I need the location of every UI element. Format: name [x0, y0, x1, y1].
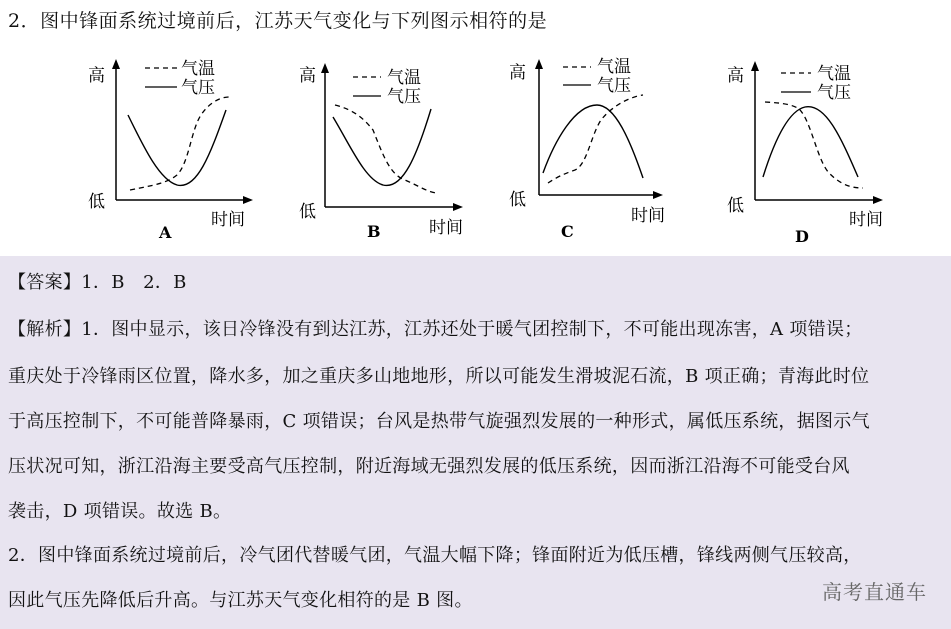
axis-low-label: 低 [299, 202, 316, 222]
chart-option-b [295, 45, 475, 245]
analysis-line: 压状况可知，浙江沿海主要受高气压控制，附近海域无强烈发展的低压系统，因而浙江沿海不可能受台风 [8, 456, 850, 477]
legend-temp-label: 气温 [597, 57, 631, 77]
legend-pressure-label: 气压 [597, 76, 631, 96]
analysis-line: 【解析】1．图中显示，该日冷锋没有到达江苏，江苏还处于暖气团控制下，不可能出现冻害，A 项错误； [8, 319, 863, 340]
axis-time-label: 时间 [631, 206, 665, 226]
axis-low-label: 低 [727, 196, 744, 216]
analysis-line: 袭击，D 项错误。故选 B。 [8, 501, 232, 522]
axis-time-label: 时间 [849, 210, 883, 230]
legend-pressure-label: 气压 [817, 83, 851, 103]
temperature-curve [335, 105, 437, 193]
chart-option-a [85, 45, 265, 245]
y-axis-arrow [535, 59, 543, 69]
y-axis-arrow [112, 59, 120, 69]
axis-high-label: 高 [509, 63, 526, 83]
chart-option-d [725, 45, 905, 245]
pressure-curve [763, 107, 858, 177]
legend-temp-label: 气温 [817, 64, 851, 84]
question-title: 2．图中锋面系统过境前后，江苏天气变化与下列图示相符的是 [8, 10, 548, 32]
legend-temp-label: 气温 [181, 59, 215, 79]
x-axis-arrow [653, 191, 663, 199]
legend-pressure-label: 气压 [387, 87, 421, 107]
axis-time-label: 时间 [429, 218, 463, 238]
x-axis-arrow [243, 196, 253, 204]
axis-time-label: 时间 [211, 210, 245, 230]
analysis-line: 重庆处于冷锋雨区位置，降水多，加之重庆多山地地形，所以可能发生滑坡泥石流，B 项正确；青海此时位 [8, 366, 870, 387]
temperature-curve [765, 102, 863, 188]
axis-high-label: 高 [727, 66, 744, 86]
option-label: A [159, 223, 172, 242]
answer-section [0, 256, 951, 629]
x-axis-arrow [873, 196, 883, 204]
legend-temp-label: 气温 [387, 68, 421, 88]
analysis-line: 因此气压先降低后升高。与江苏天气变化相符的是 B 图。 [8, 590, 473, 611]
option-charts [0, 45, 951, 255]
pressure-curve [333, 109, 431, 185]
legend-pressure-label: 气压 [181, 78, 215, 98]
option-label: C [561, 222, 574, 241]
y-axis-arrow [321, 63, 329, 73]
answer-line: 【答案】1．B 2．B [8, 272, 187, 293]
pressure-curve [543, 105, 643, 178]
y-axis-arrow [751, 61, 759, 71]
axis-high-label: 高 [299, 66, 316, 86]
chart-option-c [505, 45, 685, 245]
option-label: B [367, 222, 381, 241]
temperature-curve [548, 95, 643, 183]
x-axis-arrow [453, 203, 463, 211]
option-label: D [795, 227, 809, 245]
watermark: 高考直通车 [822, 580, 927, 604]
axis-low-label: 低 [509, 190, 526, 210]
axis-low-label: 低 [88, 192, 105, 212]
pressure-curve [128, 110, 226, 185]
analysis-line: 于高压控制下，不可能普降暴雨，C 项错误；台风是热带气旋强烈发展的一种形式，属低压系统，据图示气 [8, 411, 870, 432]
analysis-line: 2．图中锋面系统过境前后，冷气团代替暖气团，气温大幅下降；锋面附近为低压槽，锋线两侧气压较高， [8, 545, 862, 566]
axis-high-label: 高 [88, 66, 105, 86]
